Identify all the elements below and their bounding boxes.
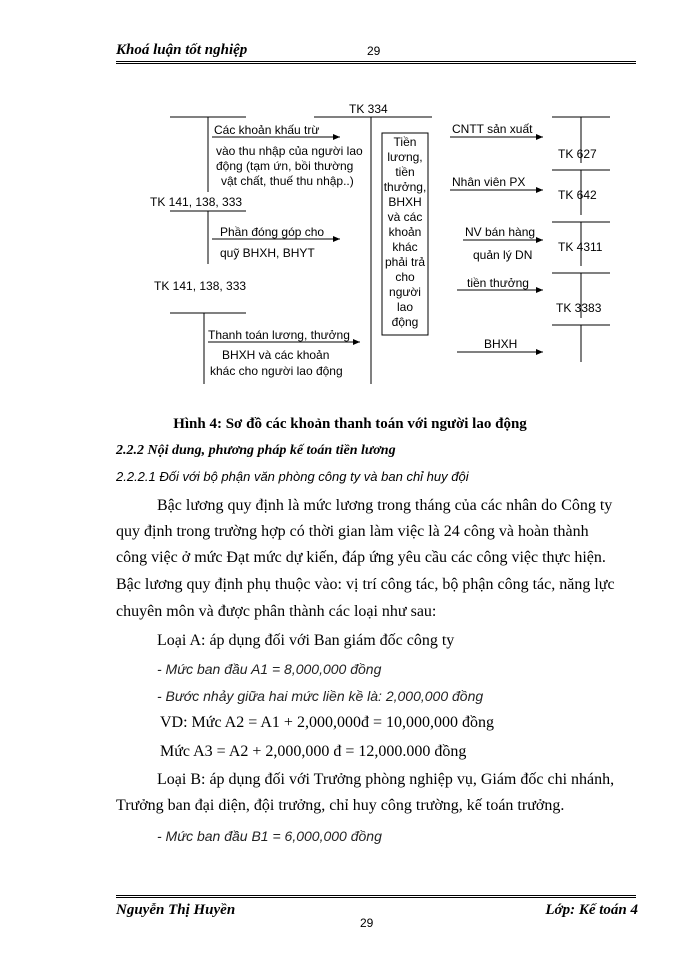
right-label2: Nhân viên PX bbox=[452, 175, 526, 189]
left-item3-l1: Thanh toán lương, thưởng bbox=[208, 328, 350, 342]
type-a: Loại A: áp dụng đối với Ban giám đốc công ty bbox=[157, 632, 455, 649]
svg-text:thưởng,: thưởng, bbox=[383, 180, 427, 194]
svg-text:khoản: khoản bbox=[388, 225, 422, 239]
header-title: Khoá luận tốt nghiệp bbox=[116, 42, 248, 58]
left-account2: TK 141, 138, 333 bbox=[154, 279, 247, 293]
svg-text:phải trả: phải trả bbox=[384, 255, 426, 269]
p2-line2: chuyên môn và được phân thành các loại như sau: bbox=[116, 603, 437, 620]
p2-line1: Bậc lương quy định phụ thuộc vào: vị trí công tác, bộ phận công tác, năng lực bbox=[116, 576, 615, 593]
header-page-number: 29 bbox=[367, 44, 381, 58]
a1-line: - Mức ban đầu A1 = 8,000,000 đồng bbox=[157, 661, 382, 677]
right-account3: TK 4311 bbox=[558, 240, 603, 254]
svg-text:Tiền: Tiền bbox=[393, 135, 417, 149]
heading-3: 2.2.2.1 Đối với bộ phận văn phòng công ty và ban chỉ huy đội bbox=[116, 469, 469, 484]
right-label3-l2: quản lý DN bbox=[473, 248, 533, 262]
svg-text:khác: khác bbox=[392, 240, 418, 254]
b1-line: - Mức ban đầu B1 = 6,000,000 đồng bbox=[157, 828, 382, 844]
svg-text:BHXH: BHXH bbox=[388, 195, 422, 209]
right-label1: CNTT sản xuất bbox=[452, 122, 533, 136]
figure-caption: Hình 4: Sơ đồ các khoản thanh toán với người lao động bbox=[173, 416, 527, 432]
a-step-line: - Bước nhảy giữa hai mức liền kề là: 2,000,000 đồng bbox=[157, 688, 484, 704]
p1-line1: Bậc lương quy định là mức lương trong tháng của các nhân do Công ty bbox=[157, 497, 613, 514]
footer-class: Lớp: Kế toán 4 bbox=[545, 902, 638, 918]
left-item1-l4: vật chất, thuế thu nhập..) bbox=[221, 174, 354, 188]
typeB-line1: Loại B: áp dụng đối với Trưởng phòng nghiệp vụ, Giám đốc chi nhánh, bbox=[157, 771, 615, 788]
right-account1: TK 627 bbox=[558, 147, 597, 161]
footer-rule bbox=[116, 895, 636, 896]
p1-line3: công việc ở mức Đạt mức dự kiến, đáp ứng yêu cầu các công việc thực hiện. bbox=[116, 549, 606, 566]
svg-text:tiền: tiền bbox=[395, 165, 415, 179]
footer-rule-2 bbox=[116, 897, 636, 898]
typeB-line2: Trưởng ban đại diện, đội trưởng, chỉ huy công trường, kế toán trưởng. bbox=[116, 797, 565, 814]
vd-line: VD: Mức A2 = A1 + 2,000,000đ = 10,000,000 đồng bbox=[160, 714, 494, 731]
right-account2: TK 642 bbox=[558, 188, 597, 202]
right-label3-l1: NV bán hàng bbox=[465, 225, 536, 239]
right-account4: TK 3383 bbox=[556, 301, 602, 315]
left-item1-l3: động (tạm ứn, bồi thường bbox=[216, 159, 354, 173]
p1-line2: quy định trong trường hợp có thời gian làm việc là 24 công và hoàn thành bbox=[116, 523, 589, 540]
footer-page-number: 29 bbox=[360, 916, 374, 930]
svg-text:lao: lao bbox=[396, 300, 414, 314]
payment-diagram bbox=[0, 0, 700, 400]
left-item2-l1: Phần đóng góp cho bbox=[220, 225, 325, 239]
left-item2-l2: quỹ BHXH, BHYT bbox=[220, 246, 315, 260]
svg-text:lương,: lương, bbox=[387, 150, 423, 164]
a3-line: Mức A3 = A2 + 2,000,000 đ = 12,000.000 đồng bbox=[160, 743, 467, 760]
right-label5: BHXH bbox=[484, 337, 518, 351]
heading-2: 2.2.2 Nội dung, phương pháp kế toán tiền lương bbox=[116, 443, 396, 458]
left-item1-l1: Các khoản khấu trừ bbox=[214, 123, 320, 137]
left-item1-l2: vào thu nhập của người lao bbox=[216, 144, 363, 158]
left-item3-l2: BHXH và các khoản bbox=[222, 348, 330, 362]
svg-text:và các: và các bbox=[387, 210, 423, 224]
footer-author: Nguyễn Thị Huyền bbox=[116, 902, 236, 918]
svg-text:người: người bbox=[389, 285, 421, 299]
left-item3-l3: khác cho người lao động bbox=[210, 364, 343, 378]
right-label4: tiền thưởng bbox=[467, 276, 529, 290]
svg-text:cho: cho bbox=[395, 270, 415, 284]
center-account-label: TK 334 bbox=[349, 102, 388, 116]
svg-text:động: động bbox=[391, 315, 419, 329]
left-account1: TK 141, 138, 333 bbox=[150, 195, 243, 209]
